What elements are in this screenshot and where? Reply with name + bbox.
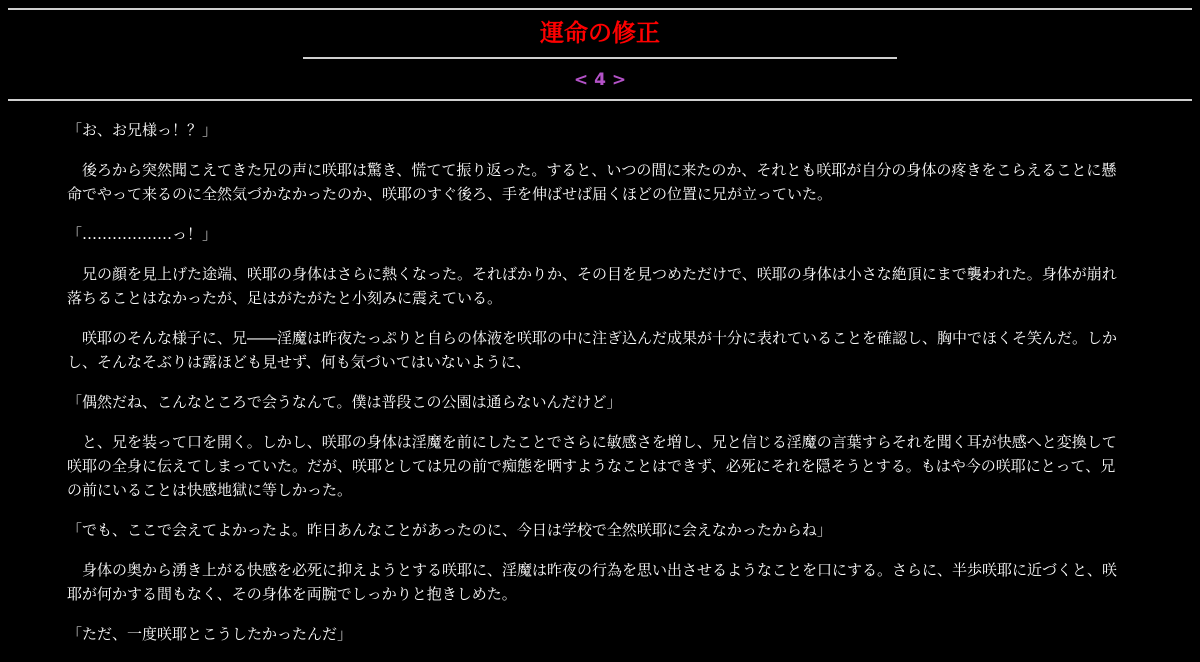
header-divider [8,99,1192,101]
paragraph: 兄の顔を見上げた途端、咲耶の身体はさらに熱くなった。そればかりか、その目を見つめただけで、咲耶の身体は小さな絶頂にまで襲われた。身体が崩れ落ちることはなかったが、足はがたがたと小刻みに震えている。 [67,265,1117,307]
paragraph: 咲耶のそんな様子に、兄――淫魔は昨夜たっぷりと自らの体液を咲耶の中に注ぎ込んだ成果が十分に表れていることを確認し、胸中でほくそ笑んだ。しかし、そんなそぶりは露ほども見せず、何も気づいてはいないように、 [67,329,1118,371]
top-divider [8,8,1192,10]
chapter-number: 4 [594,70,606,90]
paragraph: 「ただ、一度咲耶とこうしたかったんだ」 [67,625,353,643]
title-divider [303,57,897,59]
page-title: 運命の修正 [540,19,660,47]
paragraph: 「でも、ここで会えてよかったよ。昨日あんなことがあったのに、今日は学校で全然咲耶に会えなかったからね」 [67,521,832,539]
paragraph: 身体の奥から湧き上がる快感を必死に抑えようとする咲耶に、淫魔は昨夜の行為を思い出させるようなことを口にする。さらに、半歩咲耶に近づくと、咲耶が何かする間もなく、その身体を両腕でしっかりと抱きしめた。 [67,561,1118,603]
paragraph: 後ろから突然聞こえてきた兄の声に咲耶は驚き、慌てて振り返った。すると、いつの間に来たのか、それとも咲耶が自分の身体の疼きをこらえることに懸命でやって来るのに全然気づかなかったのか、咲耶のすぐ後ろ、手を伸ばせば届くほどの位置に兄が立っていた。 [67,161,1117,203]
story-body [67,118,1127,662]
chapter-navigation [0,68,1200,92]
paragraph: と、兄を装って口を開く。しかし、咲耶の身体は淫魔を前にしたことでさらに敏感さを増し、兄と信じる淫魔の言葉すらそれを聞く耳が快感へと変換して咲耶の全身に伝えてしまっていた。だが、咲耶としては兄の前で痴態を晒すようなことはできず、必死にそれを隠そうとする。もはや今の咲耶にとって、兄の前にいることは快感地獄に等しかった。 [67,433,1117,499]
next-chapter-link[interactable]: > [611,70,627,90]
paragraph: 「偶然だね、こんなところで会うなんて。僕は普段この公園は通らないんだけど」 [67,393,622,411]
prev-chapter-link[interactable]: < [573,70,589,90]
paragraph: 「お、お兄様っ！？」 [67,121,218,139]
paragraph: 「………………っ！」 [67,225,218,243]
